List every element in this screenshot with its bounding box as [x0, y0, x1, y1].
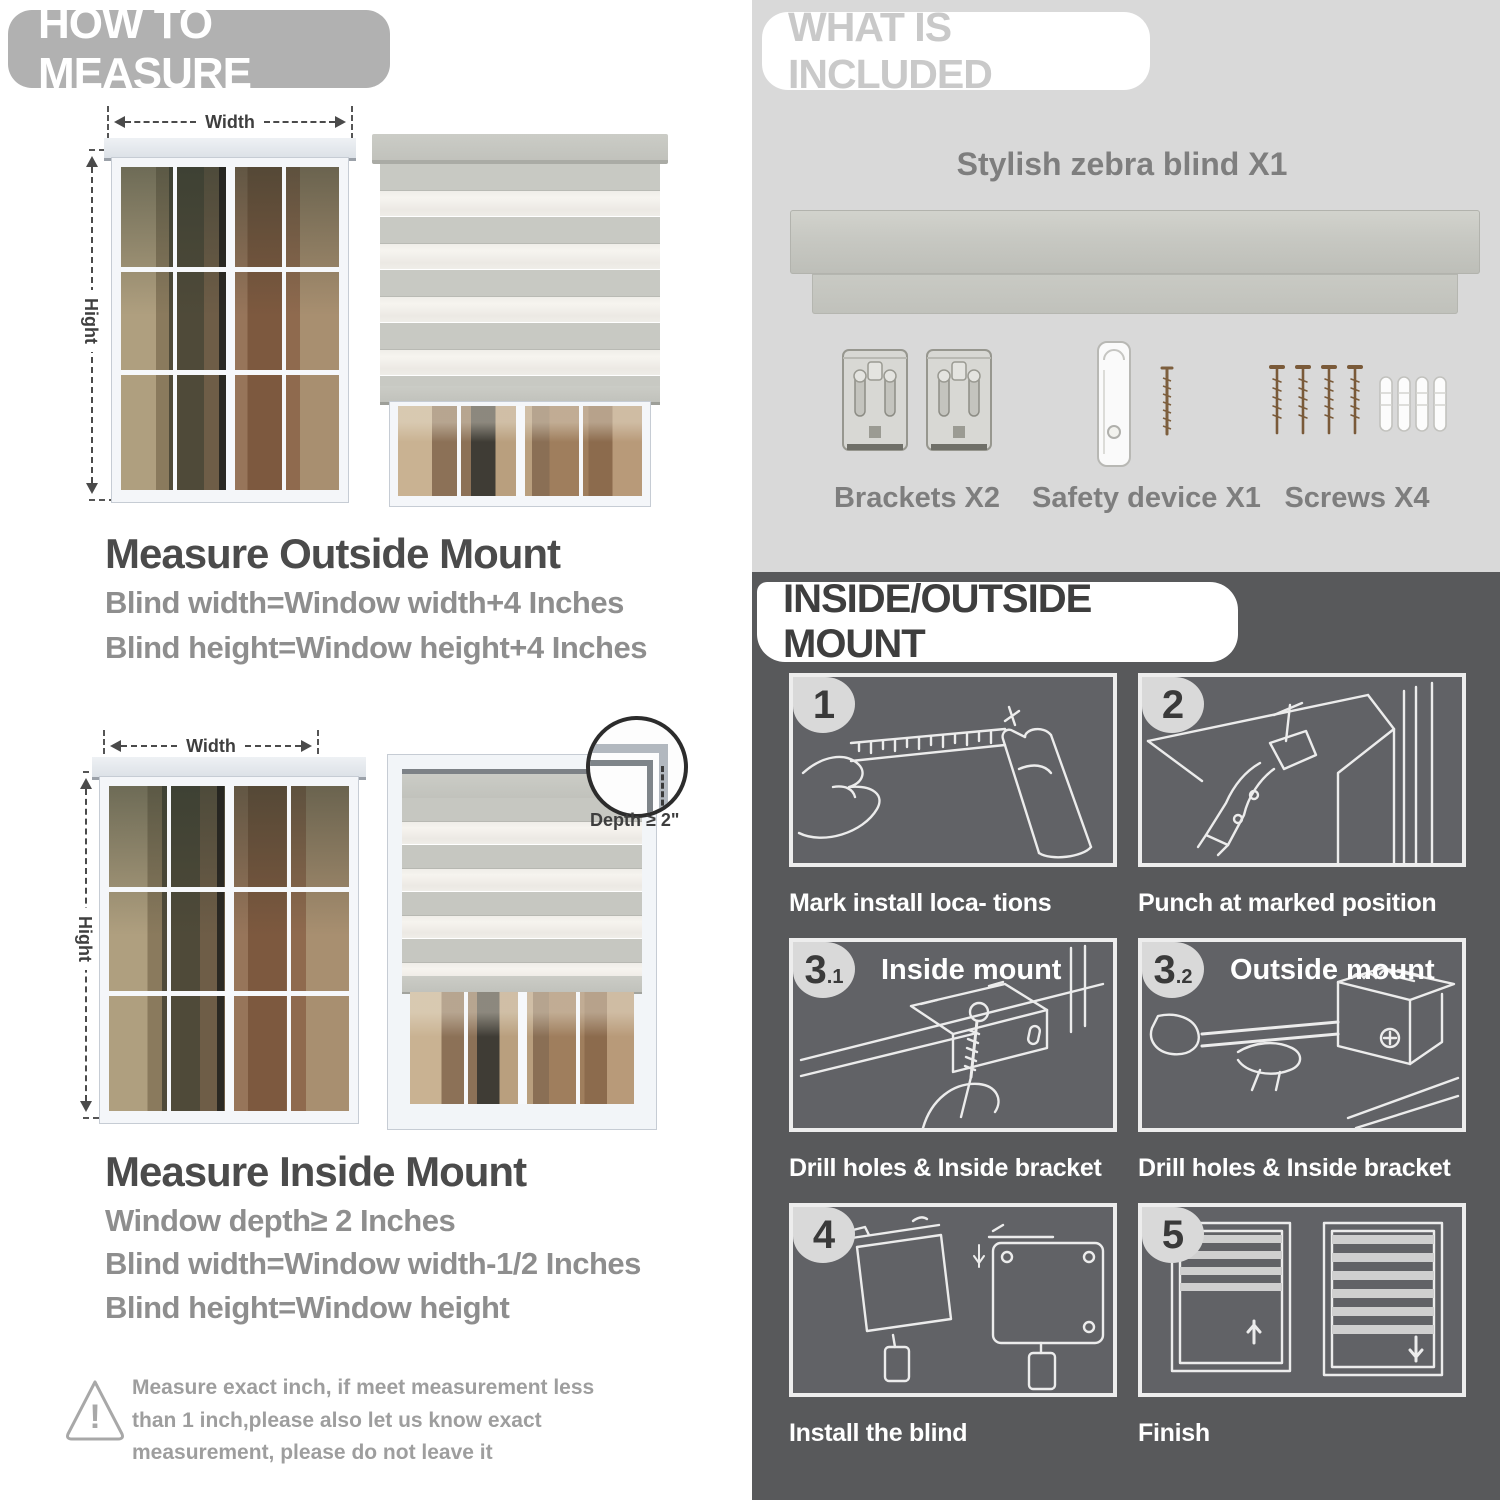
center-mullion: [516, 406, 525, 496]
muntin: [287, 786, 291, 1111]
step-2-illustration: [1138, 673, 1466, 867]
step-number-badge: 2: [1142, 677, 1204, 733]
width-label: Width: [186, 735, 236, 756]
arrowhead-right: [301, 740, 318, 752]
step-4-illustration: [789, 1203, 1117, 1397]
window-frame: [112, 158, 348, 502]
window-glass: [109, 786, 349, 1111]
installation-steps-grid: [789, 673, 1466, 1468]
component-brackets: [812, 336, 1022, 515]
window-fragment: [390, 402, 650, 506]
step-number-badge: 5: [1142, 1207, 1204, 1263]
headrail-top: [790, 210, 1480, 274]
muntin: [282, 167, 286, 490]
step-number-badge: 3 .1: [793, 942, 855, 998]
component-screws: [1257, 336, 1457, 515]
mount-steps-section: [752, 572, 1500, 1500]
lamp-post: [217, 786, 224, 1111]
measurement-warning-text: Measure exact inch, if meet measurement less than 1 inch,please also let us know exact measurement, please do not leave it: [132, 1376, 595, 1465]
center-mullion: [226, 167, 235, 490]
center-mullion: [518, 992, 527, 1104]
inside-rule-height: Blind height=Window height: [105, 1290, 510, 1325]
dashed-line: [125, 121, 196, 123]
inside-mount-heading: Measure Inside Mount: [105, 1148, 527, 1195]
brackets-icon: [812, 336, 1022, 472]
step-caption: Install the blind: [789, 1419, 968, 1447]
arrowhead-up: [80, 772, 92, 789]
dashed-line: [121, 745, 177, 747]
depth-dashed-line: [661, 766, 664, 814]
step-1: [789, 673, 1117, 938]
muntin: [173, 167, 177, 490]
arrowhead-up: [86, 150, 98, 167]
inside-rule-width: Blind width=Window width-1/2 Inches: [105, 1246, 641, 1281]
height-label-inside: Hight: [74, 908, 95, 970]
step-3-2-illustration: [1138, 938, 1466, 1132]
window-frame: [100, 777, 358, 1123]
step-number-badge: 1: [793, 677, 855, 733]
depth-magnifier: [586, 716, 688, 818]
step-1-illustration: [789, 673, 1117, 867]
window-glass: [410, 992, 634, 1104]
headrail-bottom: [812, 274, 1458, 314]
step-caption: Punch at marked position: [1138, 889, 1437, 917]
component-safety-device: [1032, 336, 1261, 515]
step-caption: Mark install loca- tions: [789, 889, 1052, 917]
height-label-outside: Hight: [80, 290, 101, 352]
step-title: Inside mount: [881, 954, 1062, 986]
arrowhead-left: [104, 740, 121, 752]
blind-valance: [372, 134, 668, 164]
blind-outside-mount: [372, 134, 668, 506]
step-3-1-illustration: [789, 938, 1117, 1132]
step-caption: Finish: [1138, 1419, 1210, 1447]
step-number-badge: 4: [793, 1207, 855, 1263]
step-caption: Drill holes & Inside bracket: [789, 1154, 1102, 1182]
dashed-line: [264, 121, 335, 123]
outside-rule-height: Blind height=Window height+4 Inches: [105, 630, 647, 665]
window-photo-outside: [112, 138, 348, 502]
screws-icon: [1257, 336, 1457, 472]
warning-triangle-icon: [64, 1376, 126, 1444]
width-label: Width: [205, 111, 255, 132]
depth-label: Depth ≥ 2": [590, 810, 680, 830]
outside-rule-width: Blind width=Window width+4 Inches: [105, 585, 624, 620]
muntin: [167, 786, 171, 1111]
zebra-blind-item-label: Stylish zebra blind X1: [956, 146, 1288, 182]
zebra-blind-headrail-image: [790, 210, 1480, 314]
what-is-included-section: [752, 0, 1500, 572]
inside-outside-mount-header: INSIDE/OUTSIDE MOUNT: [757, 582, 1238, 662]
step-title: Outside mount: [1230, 954, 1435, 986]
window-photo-inside: [100, 757, 358, 1123]
arrowhead-left: [108, 116, 125, 128]
dashed-line: [245, 745, 301, 747]
step-3-1: [789, 938, 1117, 1203]
what-is-included-header: WHAT IS INCLUDED: [762, 12, 1150, 90]
step-caption: Drill holes & Inside bracket: [1138, 1154, 1451, 1182]
step-4: [789, 1203, 1117, 1468]
width-arrow-outside: [108, 112, 352, 132]
inside-rule-depth: Window depth≥ 2 Inches: [105, 1203, 456, 1238]
muntin: [576, 992, 580, 1104]
muntin: [457, 406, 461, 496]
window-glass: [398, 406, 642, 496]
step-2: [1138, 673, 1466, 938]
step-number-badge: 3 .2: [1142, 942, 1204, 998]
arrowhead-down: [80, 1101, 92, 1118]
width-arrow-inside: [104, 736, 318, 756]
safety-device-icon: [1032, 336, 1237, 472]
arrowhead-right: [335, 116, 352, 128]
step-3-2: [1138, 938, 1466, 1203]
outside-mount-heading: Measure Outside Mount: [105, 530, 561, 577]
step-5: [1138, 1203, 1466, 1468]
svg-text:!: !: [89, 1398, 101, 1436]
muntin: [464, 992, 468, 1104]
muntin: [579, 406, 583, 496]
arrowhead-down: [86, 483, 98, 500]
how-to-measure-header: HOW TO MEASURE: [8, 10, 390, 88]
brackets-label: Brackets X2: [833, 482, 1001, 514]
window-glass: [121, 167, 339, 490]
safety-device-label: Safety device X1: [1032, 482, 1261, 514]
zebra-stripes: [380, 164, 660, 386]
step-5-illustration: [1138, 1203, 1466, 1397]
screws-label: Screws X4: [1284, 482, 1430, 514]
center-mullion: [225, 786, 234, 1111]
